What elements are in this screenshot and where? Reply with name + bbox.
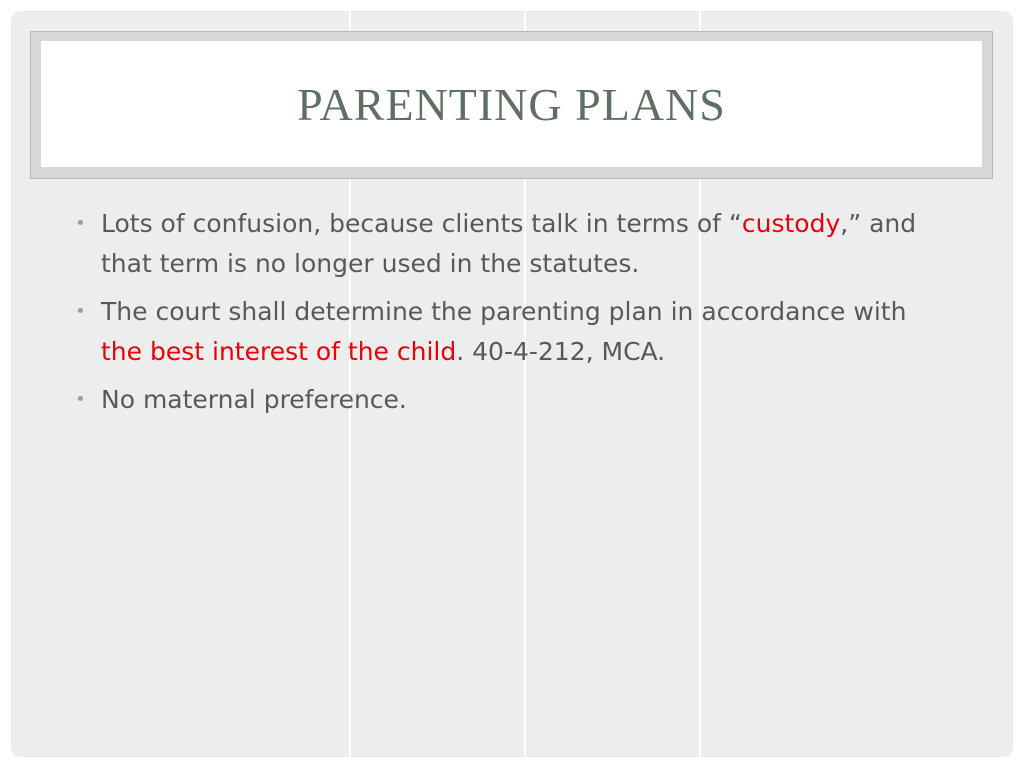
slide bbox=[11, 11, 1013, 757]
title-frame bbox=[30, 31, 993, 179]
bullet-text: . 40-4-212, MCA. bbox=[456, 337, 666, 366]
slide-title: PARENTING PLANS bbox=[297, 78, 726, 130]
bullet-icon: • bbox=[75, 301, 86, 322]
bullet-text: Lots of confusion, because clients talk in terms of “ bbox=[101, 209, 742, 238]
highlight-text: custody bbox=[741, 209, 841, 238]
bullet-icon: • bbox=[75, 213, 86, 234]
title-box bbox=[41, 41, 982, 167]
bullet-text: The court shall determine the parenting plan in accordance with bbox=[101, 297, 907, 326]
bullet-item-maternal-preference bbox=[69, 380, 949, 420]
bullet-item-best-interest bbox=[69, 292, 949, 372]
bullet-item-custody bbox=[69, 204, 949, 284]
bullet-text: No maternal preference. bbox=[101, 385, 407, 414]
highlight-text: the best interest of the child bbox=[101, 337, 457, 366]
bullet-list bbox=[69, 204, 949, 428]
bullet-text: ,” and that term is no longer used in the statutes. bbox=[101, 209, 917, 278]
bullet-icon: • bbox=[75, 389, 86, 410]
